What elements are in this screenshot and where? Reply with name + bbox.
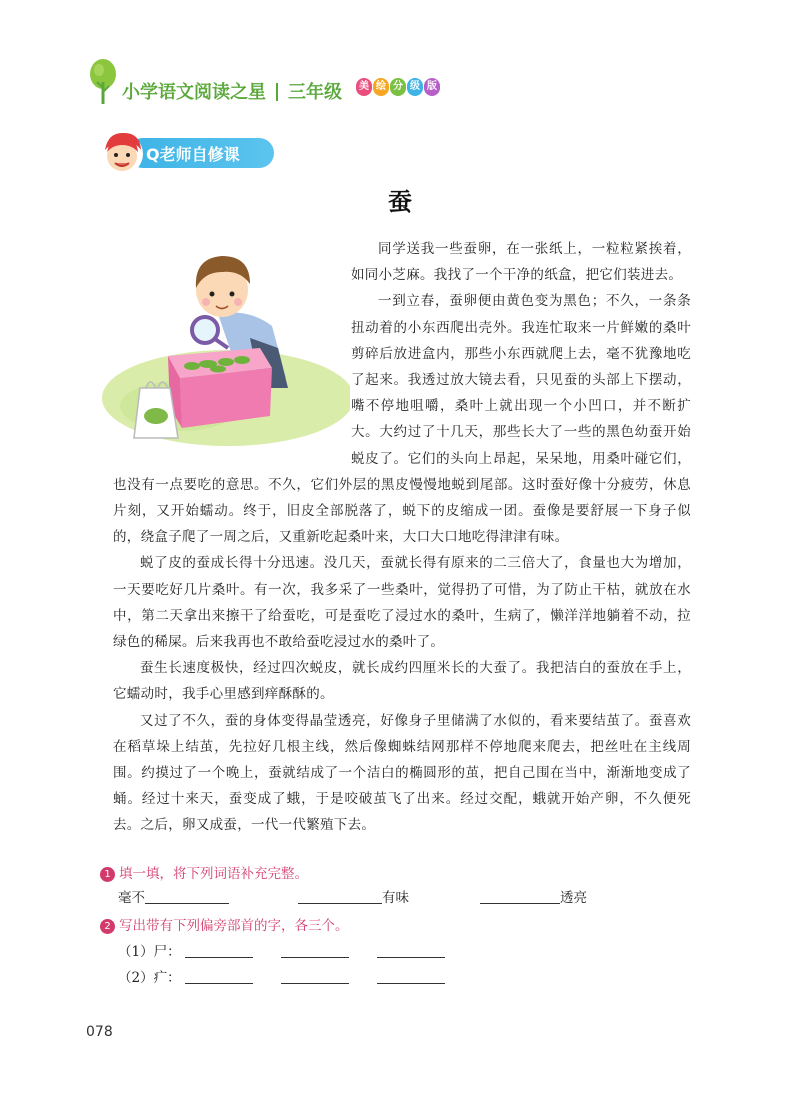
fill-item-suffix: 透亮 [560,890,587,906]
edition-char: 绘 [373,78,389,96]
edition-char: 分 [390,78,406,96]
fill-item [118,886,229,906]
answer-blank[interactable] [185,943,253,958]
answer-blank[interactable] [480,889,560,904]
page-number: 078 [86,1024,113,1040]
banner-label: Q老师自修课 [146,145,240,164]
answer-blank[interactable] [185,969,253,984]
radical-label: （1）尸： [118,944,181,960]
radical-item [118,966,445,986]
question-number-badge: 1 [100,867,115,882]
answer-blank[interactable] [298,889,382,904]
answer-blank[interactable] [377,943,445,958]
answer-blank[interactable] [145,889,229,904]
fill-item [298,886,409,906]
answer-blank[interactable] [377,969,445,984]
tree-icon [88,58,118,106]
radical-label: （2）疒： [118,970,181,986]
grade-label: 三年级 [288,82,342,103]
radical-item [118,940,445,960]
question-text: 写出带有下列偏旁部首的字，各三个。 [119,918,349,934]
question-number-badge: 2 [100,919,115,934]
article-paragraph: 蚕生长速度极快，经过四次蜕皮，就长成约四厘米长的大蚕了。我把洁白的蚕放在手上，它蠕动时，我手心里感到痒酥酥的。 [113,660,691,703]
question-2 [100,914,349,934]
question-1 [100,862,308,882]
article-title: 蚕 [388,187,412,216]
header-divider [276,83,278,101]
fill-item [480,886,587,906]
article-paragraph: 同学送我一些蚕卵，在一张纸上，一粒粒紧挨着，如同小芝麻。我找了一个干净的纸盒，把它们装进去。 [351,241,691,284]
edition-char: 版 [424,78,440,96]
article-paragraph: 蜕了皮的蚕成长得十分迅速。没几天，蚕就长得有原来的二三倍大了，食量也大为增加，一天要吃好几片桑叶。有一次，我多采了一些桑叶，觉得扔了可惜，为了防止干枯，就放在水中，第二天拿出来擦干了给蚕吃，可是蚕吃了浸过水的桑叶，生病了，懒洋洋地躺着不动，拉绿色的稀屎。后来我再也不敢给蚕吃浸过水的桑叶了。 [113,555,691,651]
edition-char: 级 [407,78,423,96]
fill-item-suffix: 有味 [382,890,409,906]
teacher-face-icon [100,128,146,178]
answer-blank[interactable] [281,969,349,984]
series-title [122,78,342,104]
answer-blank[interactable] [281,943,349,958]
page-header [88,58,468,108]
article-paragraph: 又过了不久，蚕的身体变得晶莹透亮，好像身子里储满了水似的，看来要结茧了。蚕喜欢在稻草垛上结茧，先拉好几根主线，然后像蜘蛛结网那样不停地爬来爬去，把丝吐在主线周围。约摸过了一个晚上，蚕就结成了一个洁白的椭圆形的茧，把自己围在当中，渐渐地变成了蛹。经过十来天，蚕变成了蛾，于是咬破茧飞了出来。经过交配，蛾就开始产卵，不久便死去。之后，卵又成蚕，一代一代繁殖下去。 [113,712,691,834]
question-text: 填一填，将下列词语补充完整。 [119,866,308,882]
edition-badge [356,78,440,96]
section-banner [100,128,275,178]
article-paragraph: 一到立春，蚕卵便由黄色变为黑色；不久，一条条扭动着的小东西爬出壳外。我连忙取来一片鲜嫩的桑叶剪碎后放进盒内，那些小东西就爬上去，毫不犹豫地吃了起来。我透过放大镜去看，只见蚕的头部上下摆动，嘴不停地咀嚼，桑叶上就出现一个小凹口，并不断扩大。大约过了十几天，那些长大了一些的黑色幼蚕开始蜕皮了。它们的头向上昂起，呆呆地，用桑叶碰它们，也没有一点要吃的意思。不久，它们外层的黑皮慢慢地蜕到尾部。这时蚕好像十分疲劳，休息片刻，又开始蠕动。终于，旧皮全部脱落了，蜕下的皮缩成一团。蚕像是要舒展一下身子似的，绕盒子爬了一周之后，又重新吃起桑叶来，大口大口地吃得津津有味。 [113,293,691,546]
fill-item-prefix: 毫不 [118,890,145,906]
article-body [113,236,691,839]
edition-char: 美 [356,78,372,96]
series-name: 小学语文阅读之星 [122,82,266,103]
illustration-spacer [113,236,351,470]
